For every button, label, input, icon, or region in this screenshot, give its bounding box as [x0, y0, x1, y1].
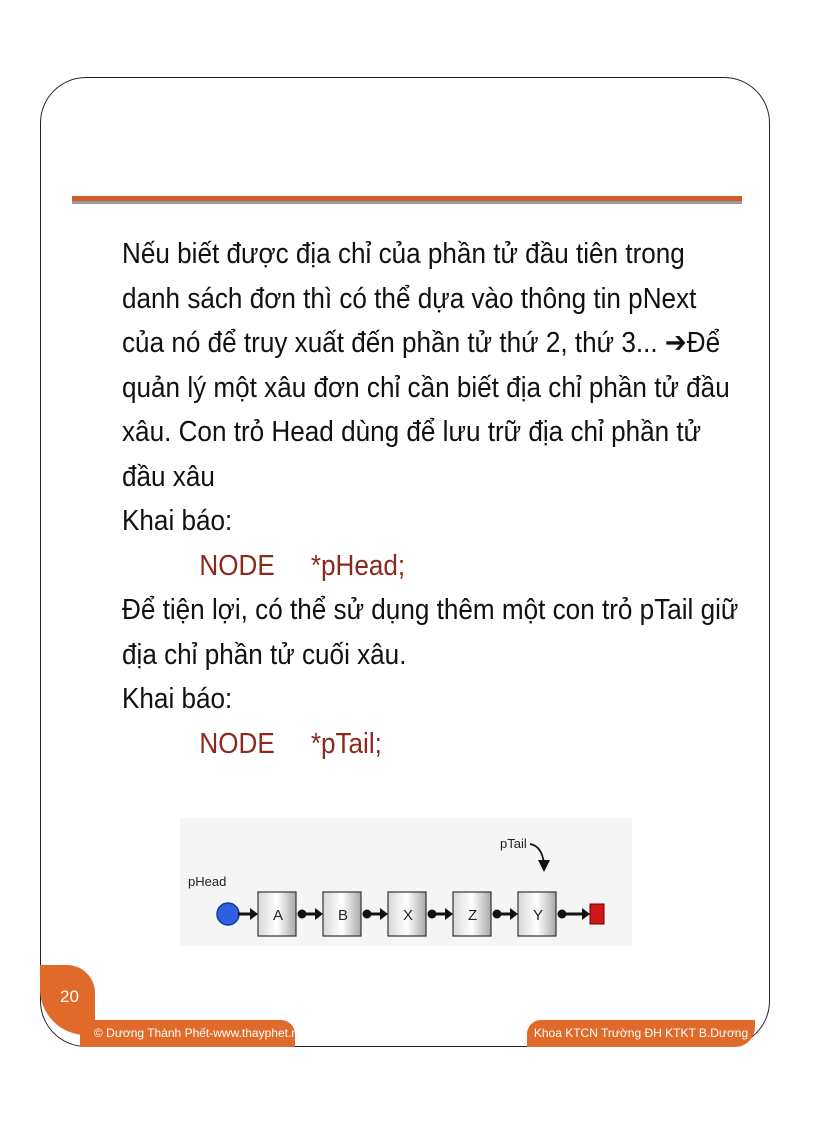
- link-arrow-head-icon: [445, 908, 453, 920]
- ptail-label: pTail: [500, 836, 527, 851]
- code-var: *pHead;: [310, 549, 406, 582]
- list-node-label: X: [403, 907, 414, 924]
- phead-label: pHead: [188, 874, 227, 889]
- linked-list-svg: [180, 818, 632, 946]
- title-divider: [72, 196, 742, 204]
- declare-label-head: Khai báo:: [122, 505, 233, 537]
- next-pointer-dot-icon: [428, 910, 437, 919]
- phead-dot-icon: [217, 903, 239, 925]
- link-arrow-head-icon: [582, 908, 590, 920]
- declare-label-tail: Khai báo:: [122, 683, 233, 715]
- code-var: *pTail;: [310, 727, 382, 760]
- page-number: 20: [60, 987, 79, 1006]
- list-node-label: Y: [533, 907, 544, 924]
- code-ptail: [122, 722, 741, 767]
- link-arrow-head-icon: [510, 908, 518, 920]
- list-node-label: Z: [468, 907, 478, 924]
- link-arrow-head-icon: [250, 908, 258, 920]
- next-pointer-dot-icon: [493, 910, 502, 919]
- link-arrow-head-icon: [315, 908, 323, 920]
- paragraph-tail: Để tiện lợi, có thể sử dụng thêm một con trỏ pTail giữ địa chỉ phần tử cuối xâu.: [122, 594, 739, 671]
- list-node-label: A: [273, 907, 284, 924]
- next-pointer-dot-icon: [558, 910, 567, 919]
- null-block-icon: [590, 904, 604, 924]
- linked-list-diagram: [180, 818, 632, 946]
- slide-body: [122, 232, 741, 766]
- link-arrow-head-icon: [380, 908, 388, 920]
- next-pointer-dot-icon: [298, 910, 307, 919]
- next-pointer-dot-icon: [363, 910, 372, 919]
- list-node-label: B: [338, 907, 349, 924]
- code-type: NODE: [199, 549, 275, 582]
- paragraph-intro: Nếu biết được địa chỉ của phần tử đầu tiên trong danh sách đơn thì có thể dựa vào thông tin pNext của nó để truy xuất đến phần tử thứ 2, thứ 3... ➔Để quản lý một xâu đơn chỉ cần biết địa chỉ phần tử đầu xâu. Con trỏ Head dùng để lưu trữ địa chỉ phần tử đầu xâu: [122, 238, 730, 493]
- footer-left: © Dương Thành Phết-www.thayphet.net: [80, 1020, 295, 1047]
- ptail-arrow-head-icon: [538, 860, 550, 872]
- footer-right: Khoa KTCN Trường ĐH KTKT B.Dương: [527, 1020, 755, 1047]
- code-phead: [122, 544, 741, 589]
- code-type: NODE: [199, 727, 275, 760]
